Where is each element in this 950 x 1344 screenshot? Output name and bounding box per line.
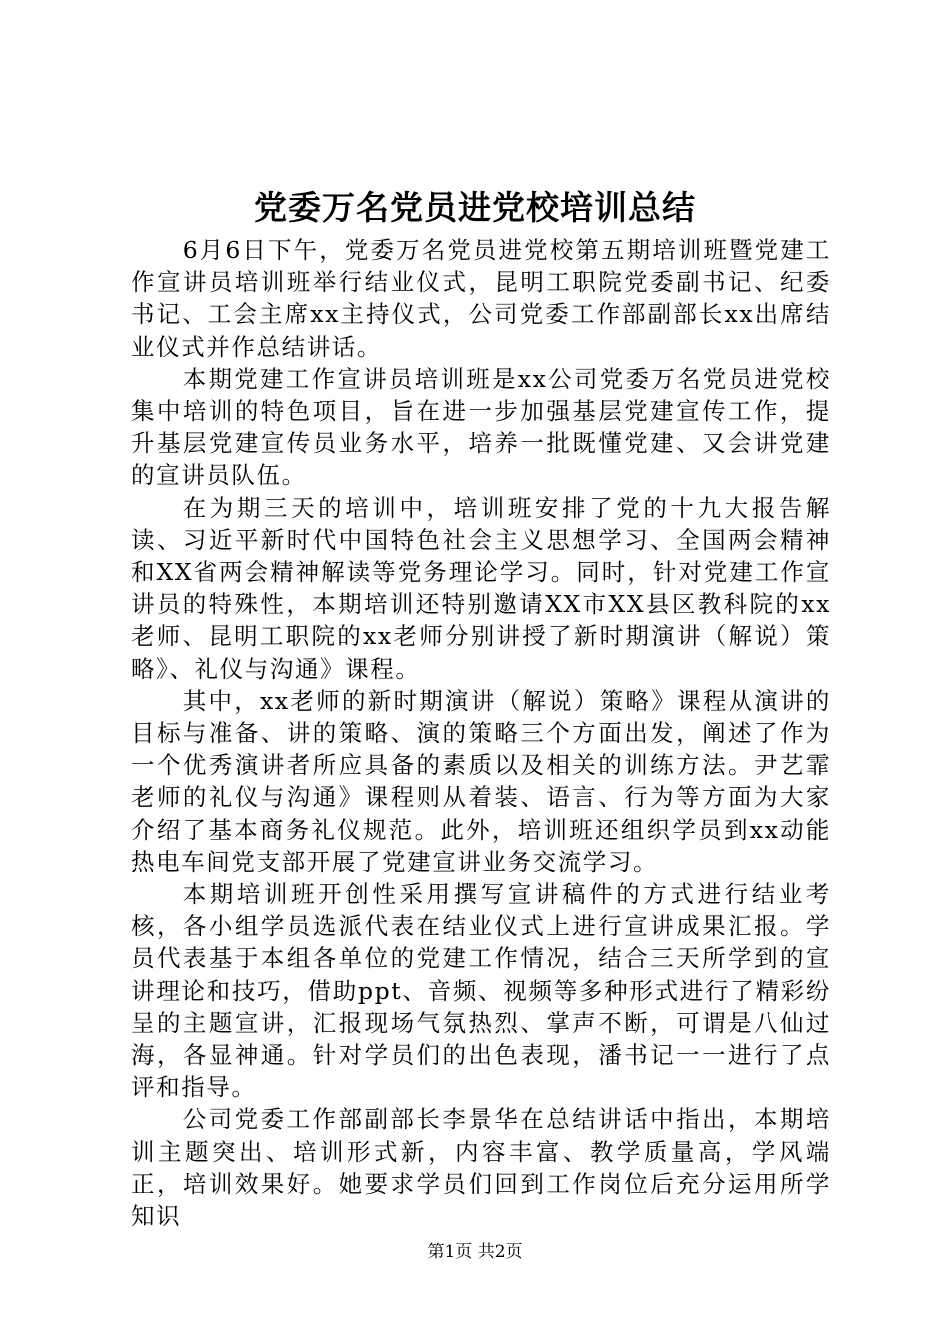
paragraph-3: 在为期三天的培训中，培训班安排了党的十九大报告解读、习近平新时代中国特色社会主义思想学习、全国两会精神和XX省两会精神解读等党务理论学习。同时，针对党建工作宣讲员的特殊性，本期培训还特别邀请XX市XX县区教科院的xx老师、昆明工职院的xx老师分别讲授了新时期演讲（解说）策略》、礼仪与沟通》课程。 [131,493,831,683]
paragraph-2: 本期党建工作宣讲员培训班是xx公司党委万名党员进党校集中培训的特色项目，旨在进一步加强基层党建宣传工作，提升基层党建宣传员业务水平，培养一批既懂党建、又会讲党建的宣讲员队伍。 [131,364,831,490]
paragraph-6: 公司党委工作部副部长李景华在总结讲话中指出，本期培训主题突出、培训形式新，内容丰富、教学质量高，学风端正，培训效果好。她要求学员们回到工作岗位后充分运用所学知识 [131,1105,831,1231]
page-number-footer: 第1页 共2页 [427,1242,523,1262]
paragraph-4: 其中，xx老师的新时期演讲（解说）策略》课程从演讲的目标与准备、讲的策略、演的策略三个方面出发，阐述了作为一个优秀演讲者所应具备的素质以及相关的训练方法。尹艺霏老师的礼仪与沟通》课程则从着装、语言、行为等方面为大家介绍了基本商务礼仪规范。此外，培训班还组织学员到xx动能热电车间党支部开展了党建宣讲业务交流学习。 [131,686,831,876]
paragraph-1: 6月6日下午，党委万名党员进党校第五期培训班暨党建工作宣讲员培训班举行结业仪式，昆明工职院党委副书记、纪委书记、工会主席xx主持仪式，公司党委工作部副部长xx出席结业仪式并作总结讲话。 [131,236,831,361]
document-title: 党委万名党员进党校培训总结 [254,188,696,227]
paragraph-5: 本期培训班开创性采用撰写宣讲稿件的方式进行结业考核，各小组学员选派代表在结业仪式上进行宣讲成果汇报。学员代表基于本组各单位的党建工作情况，结合三天所学到的宣讲理论和技巧，借助ppt、音频、视频等多种形式进行了精彩纷呈的主题宣讲，汇报现场气氛热烈、掌声不断，可谓是八仙过海，各显神通。针对学员们的出色表现，潘书记一一进行了点评和指导。 [131,880,831,1102]
document-body [131,234,831,1232]
